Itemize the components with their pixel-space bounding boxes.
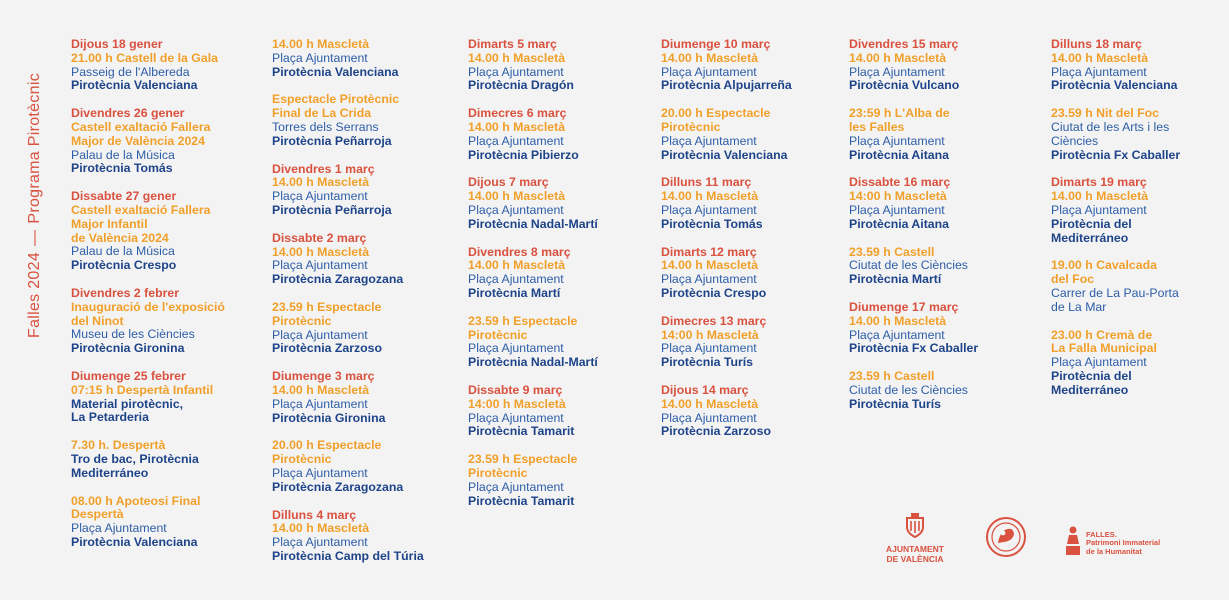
schedule-entry (272, 370, 424, 425)
entry-pyrotechnics: Pirotècnia del (1051, 216, 1132, 231)
entry-event: 14.00 h Mascletà (272, 382, 370, 397)
entry-date: Dimecres 6 març (468, 106, 567, 121)
entry-pyrotechnics: Pirotècnia Gironina (71, 341, 185, 356)
entry-location: Plaça Ajuntament (661, 133, 757, 148)
schedule-column (468, 38, 598, 522)
entry-event: La Falla Municipal (1051, 341, 1157, 356)
entry-event: Inauguració de l'exposició (71, 299, 225, 314)
entry-event: 14.00 h Mascletà (661, 396, 759, 411)
entry-date: Dilluns 4 març (272, 507, 357, 522)
schedule-entry (849, 107, 978, 162)
entry-event: 14.00 h Mascletà (272, 175, 370, 190)
entry-pyrotechnics: Pirotècnia Turís (849, 396, 942, 411)
falles-line1: FALLES. (1086, 530, 1117, 539)
entry-date: Divendres 2 febrer (71, 285, 179, 300)
entry-pyrotechnics: Pirotècnia Valenciana (661, 147, 788, 162)
entry-pyrotechnics: Pirotècnia Pibierzo (468, 147, 579, 162)
schedule-column (1051, 38, 1180, 412)
entry-event: Final de La Crida (272, 106, 372, 121)
entry-pyrotechnics: Pirotècnia Turís (661, 355, 754, 370)
entry-pyrotechnics: Pirotècnia Nadal-Martí (468, 355, 598, 370)
entry-date: Dilluns 18 març (1051, 37, 1142, 51)
entry-location: Plaça Ajuntament (71, 521, 167, 536)
entry-date: Diumenge 3 març (272, 369, 375, 384)
entry-date: Divendres 1 març (272, 161, 375, 176)
entry-pyrotechnics: Pirotècnia Valenciana (71, 78, 198, 93)
entry-event: 14.00 h Mascletà (849, 313, 947, 328)
entry-pyrotechnics: Pirotècnia Zarzoso (272, 341, 383, 356)
schedule-entry (661, 107, 792, 162)
schedule-entry (661, 38, 792, 93)
entry-event: 23.59 h Nit del Foc (1051, 106, 1159, 121)
schedule-column (849, 38, 978, 426)
entry-date: Dilluns 11 març (661, 175, 752, 190)
schedule-entry (468, 453, 598, 508)
entry-pyrotechnics: Pirotècnia Gironina (272, 410, 386, 425)
entry-event: 14.00 h Mascletà (468, 119, 566, 134)
entry-event: 14.00 h Mascletà (468, 189, 566, 204)
entry-event: 23.59 h Espectacle (468, 313, 578, 328)
entry-location: Museu de les Ciències (71, 327, 195, 342)
entry-event: 19.00 h Cavalcada (1051, 258, 1157, 273)
entry-location: Plaça Ajuntament (849, 64, 945, 79)
entry-location: Plaça Ajuntament (849, 133, 945, 148)
entry-event: Major Infantil (71, 216, 148, 231)
entry-location: Plaça Ajuntament (1051, 64, 1147, 79)
entry-event: 23.59 h Castell (849, 369, 935, 384)
entry-pyrotechnics: Pirotècnia Tamarit (468, 493, 575, 508)
entry-event: 08.00 h Apoteosi Final (71, 493, 201, 508)
entry-event: Castell exaltació Fallera (71, 202, 211, 217)
entry-pyrotechnics: Tro de bac, Pirotècnia (71, 451, 199, 466)
entry-event: 21.00 h Castell de la Gala (71, 50, 218, 65)
schedule-entry (272, 93, 424, 148)
entry-location: Plaça Ajuntament (661, 64, 757, 79)
entry-pyrotechnics: Mediterráneo (1051, 230, 1129, 245)
entry-location: Plaça Ajuntament (272, 189, 368, 204)
entry-date: Dissabte 27 gener (71, 189, 177, 204)
entry-date: Diumenge 10 març (661, 37, 771, 51)
schedule-entry (849, 301, 978, 356)
schedule-entry (468, 384, 598, 439)
schedule-entry (849, 246, 978, 287)
entry-date: Diumenge 25 febrer (71, 368, 186, 383)
round-seal-logo (985, 516, 1027, 563)
schedule-entry (71, 439, 225, 480)
entry-pyrotechnics: Pirotècnia Vulcano (849, 78, 960, 93)
schedule-entry (849, 176, 978, 231)
entry-pyrotechnics: Pirotècnia Nadal-Martí (468, 216, 598, 231)
entry-event: 14:00 h Mascletà (849, 189, 947, 204)
ajuntament-line1: AJUNTAMENT (886, 544, 944, 554)
entry-location: Plaça Ajuntament (1051, 355, 1147, 370)
entry-pyrotechnics: La Petarderia (71, 410, 149, 425)
schedule-entry (1051, 329, 1180, 398)
schedule-column (661, 38, 792, 453)
entry-location: Plaça Ajuntament (272, 258, 368, 273)
entry-location: Ciències (1051, 133, 1099, 148)
entry-date: Dissabte 16 març (849, 175, 951, 190)
schedule-entry (661, 384, 792, 439)
schedule-entry (849, 370, 978, 411)
entry-location: Plaça Ajuntament (468, 272, 564, 287)
entry-date: Dijous 18 gener (71, 37, 163, 51)
entry-date: Dimecres 13 març (661, 313, 767, 328)
entry-event: 23:59 h L'Alba de (849, 106, 950, 121)
sponsor-logos (880, 512, 1180, 562)
entry-pyrotechnics: Pirotècnia Martí (849, 272, 942, 287)
entry-event: 23.59 h Espectacle (272, 299, 382, 314)
entry-location: Ciutat de les Ciències (849, 382, 968, 397)
entry-pyrotechnics: Pirotècnia Fx Caballer (1051, 147, 1181, 162)
entry-location: Plaça Ajuntament (468, 202, 564, 217)
entry-location: Passeig de l'Albereda (71, 64, 190, 79)
falles-line3: de la Humanitat (1086, 546, 1142, 556)
entry-event: Despertà (71, 507, 124, 522)
entry-location: Palau de la Música (71, 244, 175, 259)
entry-location: Plaça Ajuntament (1051, 202, 1147, 217)
entry-event: Pirotècnic (272, 313, 332, 328)
entry-event: 14:00 h Mascletà (468, 396, 566, 411)
entry-location: Plaça Ajuntament (272, 465, 368, 480)
entry-event: Castell exaltació Fallera (71, 119, 211, 134)
entry-date: Dimarts 19 març (1051, 175, 1147, 190)
schedule-entry (71, 38, 225, 93)
program-title-main: Falles 2024 (26, 251, 43, 338)
schedule-entry (661, 176, 792, 231)
ajuntament-crest-icon (903, 512, 927, 538)
schedule-entry (468, 107, 598, 162)
schedule-entry (1051, 107, 1180, 162)
entry-pyrotechnics: Pirotècnia Alpujarreña (661, 78, 792, 93)
entry-pyrotechnics: Pirotècnia Aitana (849, 216, 949, 231)
entry-event: 14.00 h Mascletà (661, 50, 759, 65)
entry-pyrotechnics: Pirotècnia Camp del Túria (272, 548, 424, 563)
entry-event: del Foc (1051, 272, 1095, 287)
entry-location: Plaça Ajuntament (661, 410, 757, 425)
entry-event: 14.00 h Mascletà (468, 50, 566, 65)
seal-icon (985, 516, 1027, 558)
entry-location: Ciutat de les Ciències (849, 258, 968, 273)
schedule-column (272, 38, 424, 578)
schedule-entry (71, 495, 225, 550)
schedule-entry (468, 315, 598, 370)
entry-event: Pirotècnic (468, 327, 528, 342)
program-title-dash: — (26, 229, 43, 246)
entry-event: 7.30 h. Despertà (71, 438, 166, 453)
schedule-entry (272, 38, 424, 79)
entry-pyrotechnics: Pirotècnia Valenciana (71, 534, 198, 549)
entry-event: 14.00 h Mascletà (468, 258, 566, 273)
entry-pyrotechnics: Pirotècnia Zaragozana (272, 479, 404, 494)
entry-event: 23.00 h Cremà de (1051, 327, 1153, 342)
entry-pyrotechnics: Pirotècnia Zaragozana (272, 272, 404, 287)
entry-event: 14:00 h Mascletà (661, 327, 759, 342)
entry-event: 14.00 h Mascletà (272, 521, 370, 536)
entry-pyrotechnics: Pirotècnia Crespo (71, 258, 177, 273)
schedule-entry (1051, 259, 1180, 314)
schedule-entry (272, 232, 424, 287)
entry-event: Pirotècnic (272, 452, 332, 467)
entry-location: Plaça Ajuntament (272, 327, 368, 342)
entry-location: Carrer de La Pau-Porta (1051, 285, 1179, 300)
entry-event: 14.00 h Mascletà (272, 37, 370, 51)
entry-pyrotechnics: Pirotècnia Peñarroja (272, 202, 392, 217)
entry-event: de València 2024 (71, 230, 169, 245)
entry-event: 07:15 h Despertà Infantil (71, 382, 214, 397)
entry-pyrotechnics: Pirotècnia Peñarroja (272, 133, 392, 148)
entry-location: Plaça Ajuntament (661, 341, 757, 356)
entry-pyrotechnics: Pirotècnia Valenciana (1051, 78, 1178, 93)
entry-date: Divendres 26 gener (71, 106, 185, 121)
entry-event: 20.00 h Espectacle (272, 438, 382, 453)
entry-location: Plaça Ajuntament (272, 50, 368, 65)
entry-pyrotechnics: Mediterráneo (1051, 382, 1129, 397)
schedule-entry (1051, 38, 1180, 93)
entry-event: 14.00 h Mascletà (849, 50, 947, 65)
schedule-entry (661, 315, 792, 370)
schedule-entry (1051, 176, 1180, 245)
entry-event: 14.00 h Mascletà (272, 244, 370, 259)
entry-pyrotechnics: Pirotècnia Tamarit (468, 424, 575, 439)
falles-line2: Patrimoni Immaterial (1086, 538, 1161, 548)
schedule-entry (71, 190, 225, 273)
entry-pyrotechnics: Pirotècnia Tomás (661, 216, 763, 231)
entry-location: Plaça Ajuntament (468, 64, 564, 79)
entry-date: Dissabte 9 març (468, 382, 563, 397)
schedule-entry (71, 287, 225, 356)
entry-event: 23.59 h Espectacle (468, 452, 578, 467)
schedule-entry (272, 509, 424, 564)
entry-location: Plaça Ajuntament (272, 396, 368, 411)
schedule-entry (272, 163, 424, 218)
ajuntament-line2: DE VALÈNCIA (886, 553, 944, 564)
schedule-entry (71, 370, 225, 425)
entry-event: 23.59 h Castell (849, 244, 935, 259)
entry-date: Dijous 7 març (468, 175, 549, 190)
entry-location: de La Mar (1051, 299, 1107, 314)
schedule-entry (468, 38, 598, 93)
entry-location: Torres dels Serrans (272, 119, 379, 134)
entry-location: Plaça Ajuntament (849, 327, 945, 342)
entry-location: Plaça Ajuntament (468, 341, 564, 356)
schedule-column (71, 38, 225, 564)
entry-event: Espectacle Pirotècnic (272, 92, 400, 107)
entry-pyrotechnics: Material pirotècnic, (71, 396, 184, 411)
falles-icon (1064, 526, 1082, 556)
entry-event: 14.00 h Mascletà (661, 189, 759, 204)
entry-date: Divendres 15 març (849, 37, 959, 51)
entry-pyrotechnics: Pirotècnia Aitana (849, 147, 949, 162)
entry-pyrotechnics: Pirotècnia Fx Caballer (849, 341, 979, 356)
entry-location: Plaça Ajuntament (272, 535, 368, 550)
entry-location: Plaça Ajuntament (661, 272, 757, 287)
entry-date: Divendres 8 març (468, 244, 571, 259)
entry-pyrotechnics: Pirotècnia Dragón (468, 78, 574, 93)
entry-event: Pirotècnic (661, 119, 721, 134)
entry-event: 20.00 h Espectacle (661, 106, 771, 121)
entry-event: del Ninot (71, 313, 124, 328)
entry-location: Plaça Ajuntament (468, 133, 564, 148)
schedule-entry (272, 301, 424, 356)
entry-pyrotechnics: Pirotècnia Valenciana (272, 64, 399, 79)
schedule-entry (272, 439, 424, 494)
entry-event: 14.00 h Mascletà (661, 258, 759, 273)
entry-pyrotechnics: Pirotècnia Crespo (661, 285, 767, 300)
entry-date: Dimarts 12 març (661, 244, 757, 259)
entry-event: 14.00 h Mascletà (1051, 50, 1149, 65)
entry-location: Palau de la Música (71, 147, 175, 162)
entry-location: Plaça Ajuntament (468, 479, 564, 494)
program-title (26, 73, 44, 338)
entry-location: Plaça Ajuntament (849, 202, 945, 217)
entry-date: Diumenge 17 març (849, 299, 959, 314)
entry-pyrotechnics: Pirotècnia Martí (468, 285, 561, 300)
schedule-entry (71, 107, 225, 176)
entry-date: Dijous 14 març (661, 382, 749, 397)
entry-event: les Falles (849, 119, 905, 134)
entry-location: Ciutat de les Arts i les (1051, 119, 1170, 134)
entry-event: Pirotècnic (468, 465, 528, 480)
entry-location: Plaça Ajuntament (661, 202, 757, 217)
entry-event: Major de València 2024 (71, 133, 205, 148)
schedule-entry (661, 246, 792, 301)
entry-date: Dissabte 2 març (272, 230, 367, 245)
entry-date: Dimarts 5 març (468, 37, 557, 51)
entry-pyrotechnics: Pirotècnia Tomás (71, 161, 173, 176)
entry-pyrotechnics: Pirotècnia del (1051, 368, 1132, 383)
entry-event: 14.00 h Mascletà (1051, 189, 1149, 204)
entry-location: Plaça Ajuntament (468, 410, 564, 425)
schedule-entry (468, 176, 598, 231)
entry-pyrotechnics: Pirotècnia Zarzoso (661, 424, 772, 439)
schedule-entry (468, 246, 598, 301)
schedule-entry (849, 38, 978, 93)
entry-pyrotechnics: Mediterráneo (71, 465, 149, 480)
program-title-sub: Programa Pirotècnic (26, 73, 43, 224)
ajuntament-logo (880, 512, 950, 564)
